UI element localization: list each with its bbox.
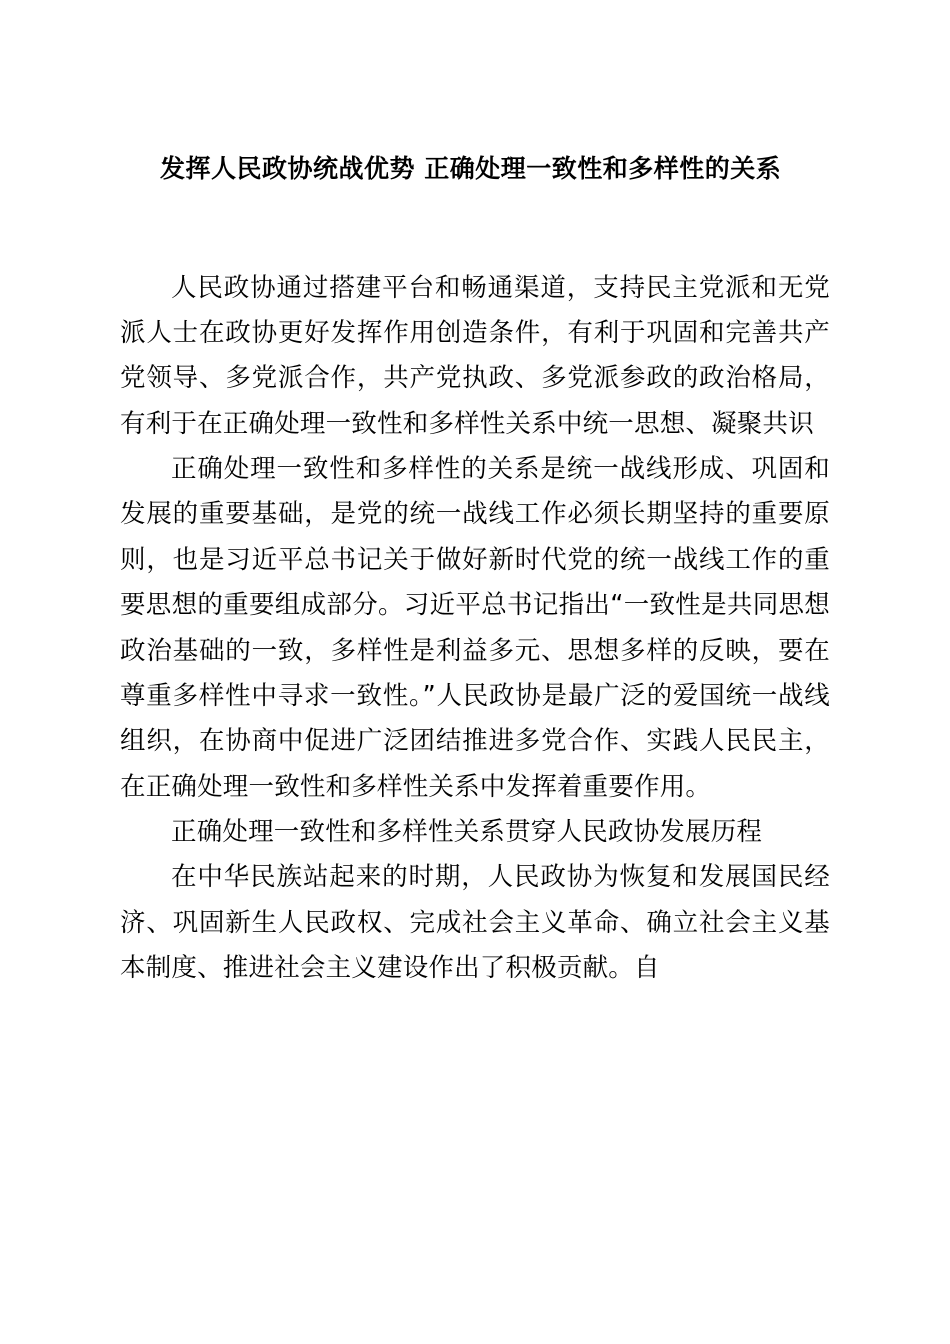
paragraph: 正确处理一致性和多样性的关系是统一战线形成、巩固和发展的重要基础，是党的统一战线工作必须长期坚持的重要原则，也是习近平总书记关于做好新时代党的统一战线工作的重要思想的重要组成部分。习近平总书记指出“一致性是共同思想政治基础的一致，多样性是利益多元、思想多样的反映，要在尊重多样性中寻求一致性。”人民政协是最广泛的爱国统一战线组织，在协商中促进广泛团结推进多党合作、实践人民民主，在正确处理一致性和多样性关系中发挥着重要作用。 bbox=[120, 454, 830, 802]
page-title: 发挥人民政协统战优势 正确处理一致性和多样性的关系 bbox=[160, 154, 782, 183]
paragraph: 人民政协通过搭建平台和畅通渠道，支持民主党派和无党派人士在政协更好发挥作用创造条件，有利于巩固和完善共产党领导、多党派合作，共产党执政、多党派参政的政治格局，有利于在正确处理一致性和多样性关系中统一思想、凝聚共识 bbox=[120, 272, 830, 439]
paragraph: 在中华民族站起来的时期，人民政协为恢复和发展国民经济、巩固新生人民政权、完成社会主义革命、确立社会主义基本制度、推进社会主义建设作出了积极贡献。自 bbox=[120, 862, 830, 984]
document-body bbox=[120, 266, 830, 992]
paragraph: 正确处理一致性和多样性关系贯穿人民政协发展历程 bbox=[171, 817, 763, 847]
